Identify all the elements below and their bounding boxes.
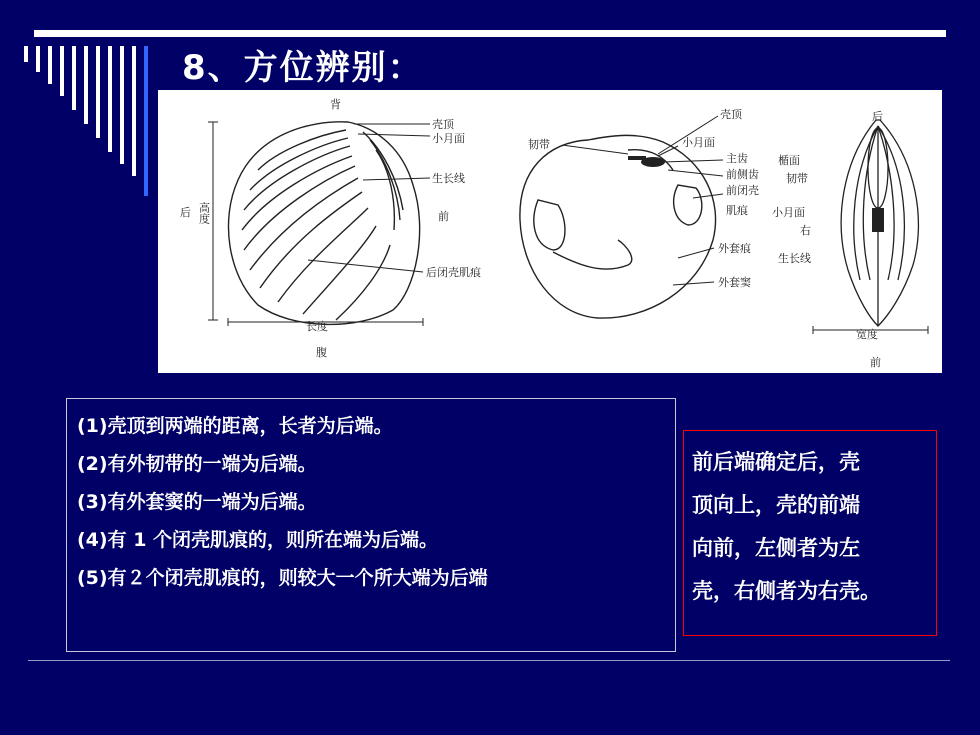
right-bottom-label: 前: [870, 356, 881, 369]
decorative-bars: [24, 46, 164, 196]
middle-label-ligament: 韧带: [528, 138, 550, 151]
left-length-label: 长度: [306, 320, 328, 333]
right-label-growth-line: 生长线: [778, 252, 811, 265]
note-line-3: 向前，左侧者为左: [692, 536, 860, 560]
middle-label-lunule: 小月面: [682, 136, 715, 149]
rule-3: (3)有外套窦的一端为后端。: [77, 491, 317, 513]
right-width-label: 宽度: [856, 328, 878, 341]
middle-label-anterior-lateral-tooth: 前侧齿: [726, 168, 759, 181]
page-title: 8、方位辨别：: [182, 48, 424, 88]
rule-4: (4)有 1 个闭壳肌痕的，则所在端为后端。: [77, 529, 439, 551]
middle-label-pallial-sinus: 外套窦: [718, 276, 751, 289]
note-line-4: 壳，右侧者为右壳。: [692, 579, 881, 603]
left-bottom-label: 腹: [316, 346, 327, 359]
left-label-umbo: 壳顶: [432, 118, 454, 131]
left-top-label: 背: [330, 98, 341, 111]
note-box: [683, 430, 937, 636]
middle-shell-outline: [520, 135, 716, 318]
rule-1: (1)壳顶到两端的距离，长者为后端。: [77, 415, 393, 437]
left-side-label: 后: [180, 206, 191, 219]
middle-label-pallial-line: 外套痕: [718, 242, 751, 255]
middle-label-cardinal-tooth: 主齿: [726, 152, 748, 165]
top-divider: [34, 30, 946, 37]
right-label-right: 右: [800, 224, 811, 237]
middle-label-umbo: 壳顶: [720, 108, 742, 121]
right-top-label: 后: [872, 110, 883, 123]
right-label-ligament: 韧带: [786, 172, 808, 185]
left-height-label: 高度: [197, 202, 211, 224]
left-label-front: 前: [438, 210, 449, 223]
note-line-1: 前后端确定后，壳: [692, 450, 860, 474]
note-line-2: 顶向上，壳的前端: [692, 493, 860, 517]
left-label-lunule: 小月面: [432, 132, 465, 145]
rule-5: (5)有２个闭壳肌痕的，则较大一个所大端为后端: [77, 567, 488, 589]
rule-2: (2)有外韧带的一端为后端。: [77, 453, 317, 475]
shell-diagram: [158, 90, 942, 373]
rules-box: [66, 398, 676, 652]
middle-label-muscle-scar: 肌痕: [726, 204, 748, 217]
left-shell-outline: [228, 122, 419, 325]
bottom-divider: [28, 660, 950, 661]
right-label-escutcheon: 楯面: [778, 154, 800, 167]
left-label-growth-line: 生长线: [432, 172, 465, 185]
middle-label-anterior-adductor: 前闭壳: [726, 184, 759, 197]
left-label-posterior-muscle-scar: 后闭壳肌痕: [426, 266, 481, 279]
right-label-lunule: 小月面: [772, 206, 805, 219]
